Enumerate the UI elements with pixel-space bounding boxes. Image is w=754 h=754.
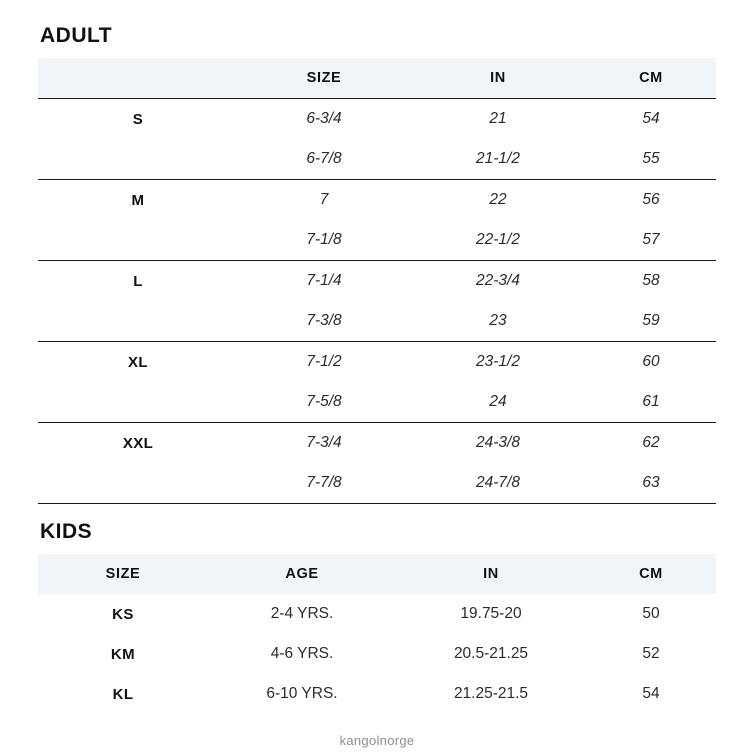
kids-row-label: KL: [112, 685, 134, 703]
adult-row-cm: 63: [586, 463, 716, 504]
adult-row-size: 6-3/4: [238, 99, 410, 140]
adult-header-in: IN: [410, 58, 586, 99]
adult-row-cm: 60: [586, 342, 716, 383]
adult-row-size: 7: [238, 180, 410, 221]
adult-row-label: [38, 301, 238, 342]
kids-table-head: [38, 554, 716, 594]
table-row: [38, 423, 716, 464]
adult-row-in: 24-3/8: [410, 423, 586, 464]
adult-size-table: [38, 58, 716, 504]
kids-row-age: 4-6 YRS.: [270, 645, 334, 662]
adult-header-size: SIZE: [238, 58, 410, 99]
adult-row-cm: 58: [586, 261, 716, 302]
adult-row-label: [38, 139, 238, 180]
adult-row-size: 7-3/4: [238, 423, 410, 464]
adult-row-size: 7-7/8: [238, 463, 410, 504]
adult-header-row: [38, 58, 716, 99]
adult-row-label: M: [38, 180, 238, 221]
adult-row-label: S: [38, 99, 238, 140]
kids-row-in: 20.5-21.25: [453, 645, 529, 662]
kids-row-label: KS: [112, 605, 134, 623]
table-row: [38, 634, 716, 674]
kids-section-title: KIDS: [40, 520, 93, 543]
adult-row-cm: 57: [642, 231, 660, 248]
kids-row-cm: 54: [642, 685, 660, 702]
adult-row-size: 7-5/8: [306, 393, 342, 410]
adult-row-cm: 62: [586, 423, 716, 464]
kids-row-label: KM: [110, 645, 136, 663]
kids-header-in: IN: [396, 554, 586, 594]
table-row: [38, 594, 716, 634]
table-row: [38, 382, 716, 423]
adult-row-in: 22-1/2: [476, 231, 520, 248]
table-row: [38, 463, 716, 504]
table-row: [38, 220, 716, 261]
adult-row-size: 7-1/8: [306, 231, 342, 248]
adult-row-cm: 56: [586, 180, 716, 221]
adult-row-in: 22-3/4: [410, 261, 586, 302]
adult-header-cm: CM: [586, 58, 716, 99]
adult-row-in: 21: [410, 99, 586, 140]
watermark: kangolnorge: [339, 733, 415, 748]
table-row: [38, 301, 716, 342]
kids-header-age: AGE: [208, 554, 396, 594]
adult-row-in: 24-7/8: [410, 463, 586, 504]
kids-row-cm: 52: [642, 645, 660, 662]
kids-size-table: [38, 554, 716, 714]
adult-row-cm: 55: [642, 150, 660, 167]
adult-row-label: L: [38, 261, 238, 302]
table-row: [38, 180, 716, 221]
kids-row-age: 2-4 YRS.: [270, 605, 334, 622]
kids-header-cm: CM: [586, 554, 716, 594]
table-row: [38, 342, 716, 383]
adult-row-in: 24: [489, 393, 507, 410]
kids-row-in: 19.75-20: [460, 605, 522, 622]
adult-row-in: 21-1/2: [476, 150, 520, 167]
adult-row-in: 23: [489, 312, 507, 329]
adult-row-in: 23-1/2: [410, 342, 586, 383]
adult-row-size: 7-3/8: [306, 312, 342, 329]
adult-row-size: 7-1/2: [238, 342, 410, 383]
table-row: [38, 674, 716, 714]
kids-row-age: 6-10 YRS.: [266, 685, 338, 702]
adult-table-body: [38, 99, 716, 504]
table-row: [38, 261, 716, 302]
adult-row-label: [38, 463, 238, 504]
adult-section-title: ADULT: [40, 24, 113, 47]
adult-row-cm: 54: [586, 99, 716, 140]
adult-row-label: XXL: [38, 423, 238, 464]
adult-row-label: [38, 382, 238, 423]
adult-row-cm: 59: [642, 312, 660, 329]
adult-table-head: [38, 58, 716, 99]
kids-header-row: [38, 554, 716, 594]
adult-header-blank: [38, 58, 238, 99]
kids-table-body: [38, 594, 716, 714]
kids-header-size: SIZE: [38, 554, 208, 594]
kids-row-cm: 50: [642, 605, 660, 622]
table-row: [38, 99, 716, 140]
table-row: [38, 139, 716, 180]
adult-row-size: 7-1/4: [238, 261, 410, 302]
adult-row-label: [38, 220, 238, 261]
adult-row-size: 6-7/8: [306, 150, 342, 167]
adult-row-cm: 61: [642, 393, 660, 410]
kids-row-in: 21.25-21.5: [453, 685, 529, 702]
adult-row-label: XL: [38, 342, 238, 383]
adult-row-in: 22: [410, 180, 586, 221]
